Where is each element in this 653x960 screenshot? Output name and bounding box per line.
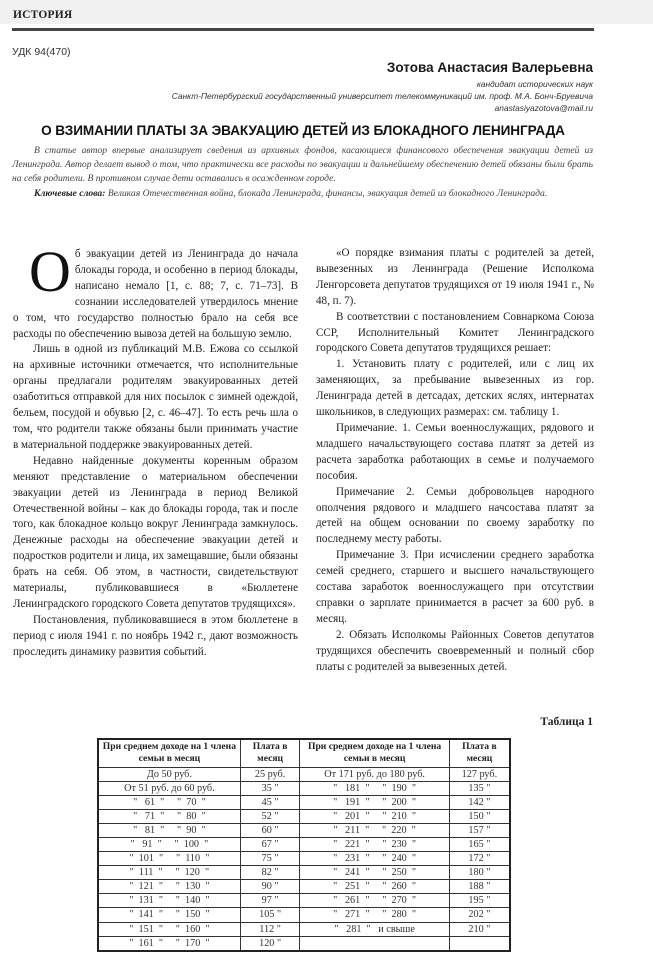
- table-row: " 151 " " 160 " 112 " " 281 " и свыше 210 ": [98, 922, 510, 936]
- abstract-text: В статье автор впервые анализирует сведения из архивных фондов, касающиеся финансового обеспечения эвакуации детей из Ленинграда. Автор делает вывод о том, что практически все расходы по эвакуации и дальнейшему обеспечению детей обязаны были брать на себя родители. В противном случае дети оставались в осажденном городе.: [12, 145, 593, 185]
- author-degree: кандидат исторических наук: [476, 79, 593, 89]
- article-title: О ВЗИМАНИИ ПЛАТЫ ЗА ЭВАКУАЦИЮ ДЕТЕЙ ИЗ БЛОКАДНОГО ЛЕНИНГРАДА: [41, 123, 565, 138]
- paragraph: «О порядке взимания платы с родителей за детей, вывезенных из Ленинграда (Решение Исполкома Ленгорсовета депутатов трудящихся от 19 июля 1941 г., № 48, п. 7).: [316, 247, 594, 307]
- table-caption: Таблица 1: [540, 716, 593, 728]
- table-row: " 91 " " 100 " 67 " " 221 " " 230 " 165 ": [98, 837, 510, 851]
- table-row: " 121 " " 130 " 90 " " 251 " " 260 " 188 ": [98, 880, 510, 894]
- header-income-left: При среднем доходе на 1 члена семьи в месяц: [98, 739, 240, 767]
- paragraph: 2. Обязать Исполкомы Районных Советов депутатов трудящихся обеспечить своевременный и полный сбор платы с родителей за вывезенных детей.: [316, 628, 594, 673]
- paragraph: Примечание 3. При исчислении среднего заработка семей среднего, старшего и высшего начальствующего состава заработок военнослужащего при отсутствии справки о зарплате принимается в расчет за 600 руб. в месяц.: [316, 549, 594, 625]
- header-fee-left: Плата в месяц: [240, 739, 300, 767]
- table-row: " 111 " " 120 " 82 " " 241 " " 250 " 180 ": [98, 866, 510, 880]
- keywords-text: Великая Отечественная война, блокада Ленинграда, финансы, эвакуация детей из блокадного Ленинграда.: [107, 187, 548, 199]
- paragraph: Примечание 2. Семьи добровольцев народного ополчения рядового и младшего начсостава платят за детей на общем основании по своему заработку по последнему месту работы.: [316, 485, 594, 546]
- keywords: [12, 187, 593, 201]
- paragraph: Недавно найденные документы коренным образом меняют представление о материальном обеспечении эвакуации детей из Ленинграда в период Великой Отечественной войны – как до блокады города, так и после того, как блокадное кольцо вокруг Ленинграда замкнулось. Денежные расходы на обеспечение эвакуации детей и подростков родители и лица, их замещавшие, были обязаны брать на себя. Об этом, в частности, свидетельствуют материалы, публиковавшиеся в «Бюллетене Ленинградского городского Совета депутатов трудящихся».: [13, 454, 298, 610]
- section-label: ИСТОРИЯ: [13, 9, 73, 21]
- table-row: " 141 " " 150 " 105 " " 271 " " 280 " 202 ": [98, 908, 510, 922]
- table-row: " 161 " " 170 " 120 ": [98, 936, 510, 951]
- paragraph: В соответствии с постановлением Совнаркома Союза ССР, Исполнительный Комитет Ленинградского городского Совета депутатов трудящихся решает:: [316, 310, 594, 355]
- fee-table: [97, 738, 511, 952]
- header-fee-right: Плата в месяц: [449, 739, 510, 767]
- header-band: [0, 0, 653, 24]
- paragraph: 1. Установить плату с родителей, или с лиц их заменяющих, за пребывание вывезенных из гор. Ленинграда детей в детсадах, детских яслях, интернатах школьников, в следующих размерах: см. таблицу 1.: [316, 358, 594, 419]
- author-affiliation: Санкт-Петербургский государственный университет телекоммуникаций им. проф. М.А. Бонч-Бруевича: [171, 91, 593, 101]
- paragraph: Постановления, публиковавшиеся в этом бюллетене в период с июля 1941 г. по ноябрь 1942 г., дают возможность проследить динамику развития событий.: [13, 613, 298, 658]
- author-name: Зотова Анастасия Валерьевна: [386, 60, 593, 75]
- table-header-row: [98, 739, 510, 767]
- paragraph: Лишь в одной из публикаций М.В. Ежова со ссылкой на архивные источники отмечается, что исполнительные органы предлагали родителям эвакуированных детей озаботиться отправкой для них посылок с зимней одеждой, бельем, посудой и обувью [2, с. 46–47]. То есть речь шла о том, что родители также обязаны были принимать участие в материальной поддержке эвакуированных детей.: [13, 343, 298, 451]
- drop-cap: О: [29, 239, 71, 304]
- body-column-left: [13, 239, 298, 661]
- table-row: От 51 руб. до 60 руб. 35 " " 181 " " 190 " 135 ": [98, 781, 510, 795]
- paragraph: Примечание. 1. Семьи военнослужащих, рядового и младшего начальствующего состава платят за детей из расчета заработка работающих в семье и получаемого пособия.: [316, 421, 594, 482]
- table-row: " 71 " " 80 " 52 " " 201 " " 210 " 150 ": [98, 809, 510, 823]
- header-rule: [12, 28, 594, 31]
- table-row: " 131 " " 140 " 97 " " 261 " " 270 " 195 ": [98, 894, 510, 908]
- udk-code: УДК 94(470): [12, 46, 71, 58]
- table-row: " 101 " " 110 " 75 " " 231 " " 240 " 172 ": [98, 852, 510, 866]
- table-row: До 50 руб. 25 руб. От 171 руб. до 180 руб. 127 руб.: [98, 767, 510, 781]
- body-column-right: [316, 246, 594, 675]
- author-email: anastasiyazotova@mail.ru: [494, 103, 593, 113]
- header-income-right: При среднем доходе на 1 члена семьи в месяц: [300, 739, 449, 767]
- abstract: [12, 144, 593, 201]
- table-row: " 61 " " 70 " 45 " " 191 " " 200 " 142 ": [98, 795, 510, 809]
- table-row: " 81 " " 90 " 60 " " 211 " " 220 " 157 ": [98, 823, 510, 837]
- keywords-label: Ключевые слова:: [34, 187, 106, 199]
- paragraph: Об эвакуации детей из Ленинграда до начала блокады города, и особенно в период блокады, написано немало [1, с. 88; 7, с. 71–73]. В сознании исследователей утвердилось мнение о том, что государство полностью брало на себя все расходы по обеспечению вывоза детей на большую землю.: [13, 239, 298, 340]
